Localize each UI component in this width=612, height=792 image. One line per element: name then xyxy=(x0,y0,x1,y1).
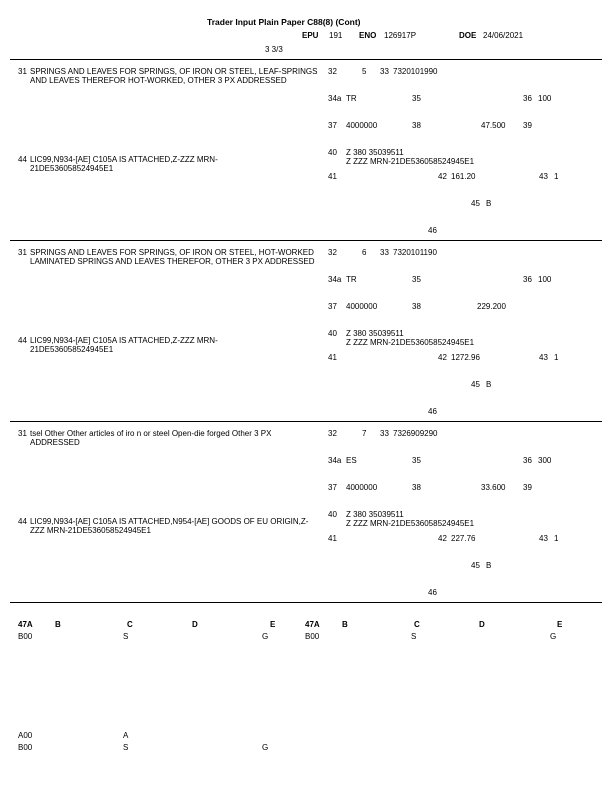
box46-label: 46 xyxy=(428,407,437,416)
box46-label: 46 xyxy=(428,588,437,597)
box32-label: 32 xyxy=(328,248,337,257)
box43-label: 43 xyxy=(539,534,548,543)
box31-label: 31 xyxy=(18,429,27,438)
box34a-label: 34a xyxy=(328,275,342,284)
additional-info: LIC99,N934-[AE] C105A IS ATTACHED,N954-[AE] GOODS OF EU ORIGIN,Z-ZZZ MRN-21DE536058524945E1 xyxy=(30,517,309,536)
tax-column-e-value: G xyxy=(550,632,557,641)
epu-value: 191 xyxy=(329,31,343,40)
tax-type-code: B00 xyxy=(18,632,33,641)
box34a-label: 34a xyxy=(328,456,342,465)
box36-label: 36 xyxy=(523,94,532,103)
column-c-header: C xyxy=(414,620,420,629)
divider xyxy=(10,240,602,241)
box31-label: 31 xyxy=(18,67,27,76)
country-of-origin: TR xyxy=(346,94,357,103)
item-price: 161.20 xyxy=(451,172,476,181)
previous-document-1: Z 380 35039511 xyxy=(346,148,404,157)
column-c-header: C xyxy=(127,620,133,629)
box31-label: 31 xyxy=(18,248,27,257)
additional-info: LIC99,N934-[AE] C105A IS ATTACHED,Z-ZZZ MRN-21DE536058524945E1 xyxy=(30,155,218,174)
box40-label: 40 xyxy=(328,148,337,157)
tax-column-e-value: G xyxy=(262,632,269,641)
eno-label: ENO xyxy=(359,31,377,40)
country-of-origin: TR xyxy=(346,275,357,284)
eno-value: 126917P xyxy=(384,31,417,40)
box36-label: 36 xyxy=(523,456,532,465)
box33-label: 33 xyxy=(380,248,389,257)
box34a-label: 34a xyxy=(328,94,342,103)
box46-label: 46 xyxy=(428,226,437,235)
box44-label: 44 xyxy=(18,517,27,526)
net-mass: 33.600 xyxy=(481,483,506,492)
box37-label: 37 xyxy=(328,121,337,130)
tax-column-c-value: S xyxy=(123,632,129,641)
box37-label: 37 xyxy=(328,302,337,311)
column-d-header: D xyxy=(192,620,198,629)
valuation-method: 1 xyxy=(554,172,559,181)
preference-value: 100 xyxy=(538,94,552,103)
previous-document-2: Z ZZZ MRN-21DE536058524945E1 xyxy=(346,338,475,347)
box39-label: 39 xyxy=(523,483,532,492)
box35-label: 35 xyxy=(412,94,421,103)
additional-info: LIC99,N934-[AE] C105A IS ATTACHED,Z-ZZZ MRN-21DE536058524945E1 xyxy=(30,336,218,355)
tax-type-code: A00 xyxy=(18,731,33,740)
previous-document-2: Z ZZZ MRN-21DE536058524945E1 xyxy=(346,157,475,166)
preference-value: 100 xyxy=(538,275,552,284)
tax-type-code: B00 xyxy=(18,743,33,752)
valuation-method: 1 xyxy=(554,534,559,543)
box38-label: 38 xyxy=(412,483,421,492)
box41-label: 41 xyxy=(328,534,337,543)
divider xyxy=(10,421,602,422)
box41-label: 41 xyxy=(328,172,337,181)
divider xyxy=(10,602,602,603)
box32-label: 32 xyxy=(328,67,337,76)
box32-label: 32 xyxy=(328,429,337,438)
column-d-header: D xyxy=(479,620,485,629)
page-title: Trader Input Plain Paper C88(8) (Cont) xyxy=(207,17,361,27)
column-b-header: B xyxy=(342,620,348,629)
tax-column-e-value: G xyxy=(262,743,269,752)
box40-label: 40 xyxy=(328,329,337,338)
doe-label: DOE xyxy=(459,31,477,40)
box43-label: 43 xyxy=(539,172,548,181)
country-of-origin: ES xyxy=(346,456,357,465)
box45-label: 45 xyxy=(471,561,480,570)
net-mass: 47.500 xyxy=(481,121,506,130)
valuation-method: 1 xyxy=(554,353,559,362)
tax-column-c-value: A xyxy=(123,731,129,740)
previous-document-2: Z ZZZ MRN-21DE536058524945E1 xyxy=(346,519,475,528)
divider xyxy=(10,59,602,60)
previous-document-1: Z 380 35039511 xyxy=(346,510,404,519)
tax-column-c-value: S xyxy=(411,632,417,641)
box47a-label: 47A xyxy=(305,620,320,629)
previous-document-1: Z 380 35039511 xyxy=(346,329,404,338)
item-number: 7 xyxy=(362,429,367,438)
adjustment-code: B xyxy=(486,380,492,389)
box40-label: 40 xyxy=(328,510,337,519)
column-e-header: E xyxy=(557,620,563,629)
box33-label: 33 xyxy=(380,429,389,438)
box43-label: 43 xyxy=(539,353,548,362)
commodity-code: 7320101190 xyxy=(393,248,437,257)
box44-label: 44 xyxy=(18,155,27,164)
box35-label: 35 xyxy=(412,275,421,284)
tax-column-c-value: S xyxy=(123,743,129,752)
box38-label: 38 xyxy=(412,302,421,311)
box35-label: 35 xyxy=(412,456,421,465)
item-price: 227.76 xyxy=(451,534,476,543)
box47a-label: 47A xyxy=(18,620,33,629)
commodity-code: 7326909290 xyxy=(393,429,438,438)
adjustment-code: B xyxy=(486,561,492,570)
box42-label: 42 xyxy=(438,172,447,181)
goods-description: SPRINGS AND LEAVES FOR SPRINGS, OF IRON OR STEEL, HOT-WORKED LAMINATED SPRINGS AND LEAVES THEREFOR, OTHER 3 PX ADDRESSED xyxy=(30,248,315,267)
net-mass: 229.200 xyxy=(477,302,506,311)
procedure-code: 4000000 xyxy=(346,483,378,492)
doe-value: 24/06/2021 xyxy=(483,31,524,40)
procedure-code: 4000000 xyxy=(346,302,378,311)
box39-label: 39 xyxy=(523,121,532,130)
item-number: 6 xyxy=(362,248,367,257)
box42-label: 42 xyxy=(438,353,447,362)
goods-description: SPRINGS AND LEAVES FOR SPRINGS, OF IRON OR STEEL, LEAF-SPRINGS AND LEAVES THEREFOR HOT-WORKED, OTHER 3 PX ADDRESSED xyxy=(30,67,318,86)
box36-label: 36 xyxy=(523,275,532,284)
goods-description: tsel Other Other articles of iro n or steel Open-die forged Other 3 PX ADDRESSED xyxy=(30,429,272,448)
preference-value: 300 xyxy=(538,456,552,465)
box42-label: 42 xyxy=(438,534,447,543)
column-b-header: B xyxy=(55,620,61,629)
tax-type-code: B00 xyxy=(305,632,320,641)
adjustment-code: B xyxy=(486,199,492,208)
box41-label: 41 xyxy=(328,353,337,362)
box37-label: 37 xyxy=(328,483,337,492)
item-price: 1272.96 xyxy=(451,353,480,362)
procedure-code: 4000000 xyxy=(346,121,378,130)
epu-label: EPU xyxy=(302,31,319,40)
column-e-header: E xyxy=(270,620,276,629)
box45-label: 45 xyxy=(471,199,480,208)
box38-label: 38 xyxy=(412,121,421,130)
page-number: 3 3/3 xyxy=(265,45,283,54)
box45-label: 45 xyxy=(471,380,480,389)
item-number: 5 xyxy=(362,67,367,76)
box44-label: 44 xyxy=(18,336,27,345)
commodity-code: 7320101990 xyxy=(393,67,438,76)
box33-label: 33 xyxy=(380,67,389,76)
